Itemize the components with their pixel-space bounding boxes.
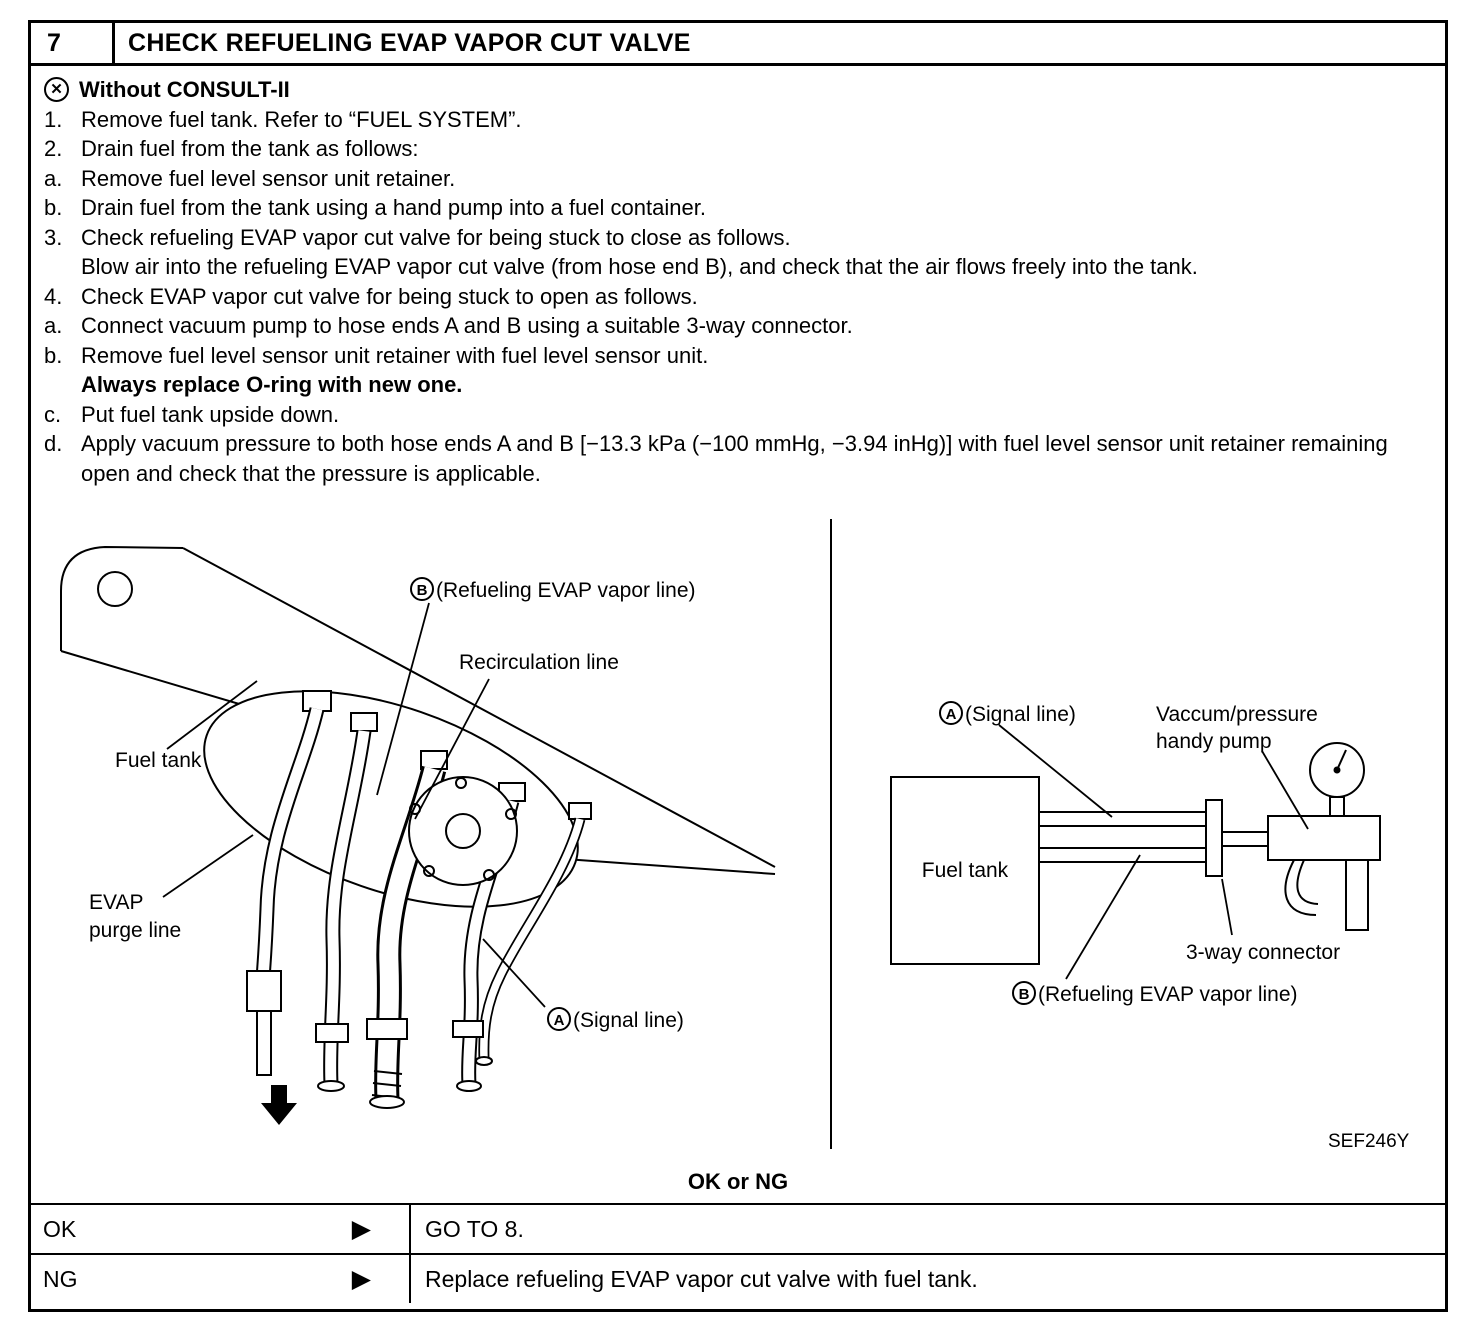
label-signal-line: (Signal line) bbox=[573, 1009, 684, 1032]
result-status-cell bbox=[31, 1255, 411, 1303]
fuel-tank-hose-diagram bbox=[31, 519, 831, 1164]
section-heading-label: Without CONSULT-II bbox=[79, 77, 290, 102]
arrow-right-icon: ▶ bbox=[351, 1214, 371, 1243]
circled-a-letter: A bbox=[945, 706, 957, 723]
step-text: Remove fuel level sensor unit retainer with fuel level sensor unit. bbox=[81, 342, 709, 368]
step-label: 2. bbox=[44, 136, 63, 161]
procedure-step bbox=[44, 134, 1425, 164]
label-handy-pump-2: handy pump bbox=[1156, 730, 1272, 753]
leader-b bbox=[1066, 855, 1140, 979]
gauge-stem bbox=[1330, 797, 1344, 816]
result-table bbox=[31, 1203, 1445, 1303]
hose-end bbox=[318, 1081, 344, 1091]
label-refueling-evap-vapor-line: (Refueling EVAP vapor line) bbox=[1038, 983, 1298, 1006]
label-signal-line: (Signal line) bbox=[965, 703, 1076, 726]
label-recirculation-line: Recirculation line bbox=[459, 651, 619, 674]
step-label-spacer bbox=[44, 370, 81, 400]
step-text: Connect vacuum pump to hose ends A and B using a suitable 3-way connector. bbox=[81, 313, 853, 338]
step-text: Check EVAP vapor cut valve for being stuck to open as follows. bbox=[81, 283, 698, 309]
step-text: Put fuel tank upside down. bbox=[81, 401, 340, 427]
circled-a-letter: A bbox=[553, 1012, 565, 1029]
drain-tube bbox=[257, 1011, 271, 1075]
result-status-cell bbox=[31, 1205, 411, 1253]
step-label-spacer bbox=[44, 252, 81, 282]
label-evap-purge-line-1: EVAP bbox=[89, 891, 144, 914]
section-heading bbox=[44, 75, 1425, 105]
procedure-step bbox=[44, 282, 1425, 312]
procedure-step bbox=[44, 223, 1425, 253]
diagram-divider bbox=[830, 519, 832, 1149]
step-text: Drain fuel from the tank using a hand pump into a fuel container. bbox=[81, 195, 706, 220]
signal-tube bbox=[1039, 812, 1206, 826]
procedure-header bbox=[31, 23, 1445, 66]
hose-retainer bbox=[247, 971, 281, 1011]
step-text: Check refueling EVAP vapor cut valve for being stuck to close as follows. bbox=[81, 224, 791, 250]
without-consult-icon: ✕ bbox=[44, 77, 69, 102]
step-text: Remove fuel tank. Refer to “FUEL SYSTEM”. bbox=[81, 106, 522, 132]
step-label: d. bbox=[44, 431, 63, 456]
hose-end bbox=[370, 1096, 404, 1108]
result-action: Replace refueling EVAP vapor cut valve with fuel tank. bbox=[425, 1265, 978, 1292]
procedure-step bbox=[44, 341, 1425, 371]
label-evap-purge-line-2: purge line bbox=[89, 919, 182, 942]
step-label: a. bbox=[44, 313, 63, 338]
step-number: 7 bbox=[31, 23, 115, 63]
hose-fitting bbox=[351, 713, 377, 731]
diagnostic-procedure-card bbox=[28, 20, 1448, 1312]
result-status-label: OK bbox=[43, 1215, 77, 1242]
figure-code: SEF246Y bbox=[1328, 1131, 1410, 1152]
vapor-tube bbox=[1039, 848, 1206, 862]
result-status-label: NG bbox=[43, 1265, 78, 1292]
pump-trigger-inner bbox=[1297, 860, 1318, 904]
circled-b-letter: B bbox=[1018, 986, 1030, 1003]
step-label: 1. bbox=[44, 106, 63, 132]
hose-fitting bbox=[303, 691, 331, 711]
procedure-step bbox=[44, 429, 1425, 488]
page-title: CHECK REFUELING EVAP VAPOR CUT VALVE bbox=[128, 28, 691, 57]
result-row-ng bbox=[31, 1253, 1445, 1303]
step-label: 3. bbox=[44, 224, 63, 250]
step-label: 4. bbox=[44, 283, 63, 309]
procedure-text-block bbox=[31, 66, 1445, 488]
arrow-right-icon: ▶ bbox=[351, 1264, 371, 1293]
panel-hole bbox=[98, 572, 132, 606]
result-action: GO TO 8. bbox=[425, 1215, 524, 1242]
label-three-way-connector: 3-way connector bbox=[1186, 941, 1341, 964]
step-text: Apply vacuum pressure to both hose ends A and B [−13.3 kPa (−100 mmHg, −3.94 inHg)] with fuel level sensor unit retainer remaining open and check that the pressure is applicable. bbox=[81, 431, 1388, 486]
hose-end bbox=[457, 1081, 481, 1091]
result-row-ok bbox=[31, 1203, 1445, 1253]
procedure-step bbox=[44, 193, 1425, 223]
step-text: Remove fuel level sensor unit retainer. bbox=[81, 165, 456, 191]
circled-b-letter: B bbox=[416, 582, 428, 599]
label-handy-pump-1: Vaccum/pressure bbox=[1156, 703, 1318, 726]
hose-clamp bbox=[453, 1021, 483, 1037]
procedure-step bbox=[44, 400, 1425, 430]
down-arrow-icon bbox=[261, 1085, 297, 1125]
step-label: a. bbox=[44, 165, 63, 191]
result-heading: OK or NG bbox=[687, 1169, 789, 1194]
label-fuel-tank: Fuel tank bbox=[921, 859, 1009, 882]
pump-body bbox=[1268, 816, 1380, 860]
vacuum-pump-test-diagram bbox=[834, 519, 1446, 1164]
step-text: Blow air into the refueling EVAP vapor cut valve (from hose end B), and check that the air flows freely into the tank. bbox=[81, 254, 1198, 279]
hose-clamp bbox=[367, 1019, 407, 1039]
procedure-step bbox=[44, 311, 1425, 341]
pump-tube bbox=[1222, 832, 1268, 846]
three-way-connector bbox=[1206, 800, 1222, 876]
hose-clamp bbox=[316, 1024, 348, 1042]
step-label: c. bbox=[44, 401, 62, 427]
procedure-step-note bbox=[44, 370, 1425, 400]
pump-grip bbox=[1346, 860, 1368, 930]
leader-connector bbox=[1222, 879, 1232, 935]
label-fuel-tank: Fuel tank bbox=[115, 749, 202, 772]
step-text: Drain fuel from the tank as follows: bbox=[81, 136, 419, 161]
procedure-step bbox=[44, 105, 1425, 135]
step-bold-note: Always replace O-ring with new one. bbox=[81, 372, 463, 397]
hose-fitting bbox=[569, 803, 591, 819]
step-label: b. bbox=[44, 195, 63, 220]
step-label: b. bbox=[44, 342, 63, 368]
procedure-step-continuation bbox=[44, 252, 1425, 282]
hose-end bbox=[476, 1057, 492, 1065]
label-refueling-evap-vapor-line: (Refueling EVAP vapor line) bbox=[436, 579, 696, 602]
leader-evap-purge bbox=[163, 835, 253, 897]
panel-corner bbox=[61, 547, 183, 651]
procedure-step bbox=[44, 164, 1425, 194]
